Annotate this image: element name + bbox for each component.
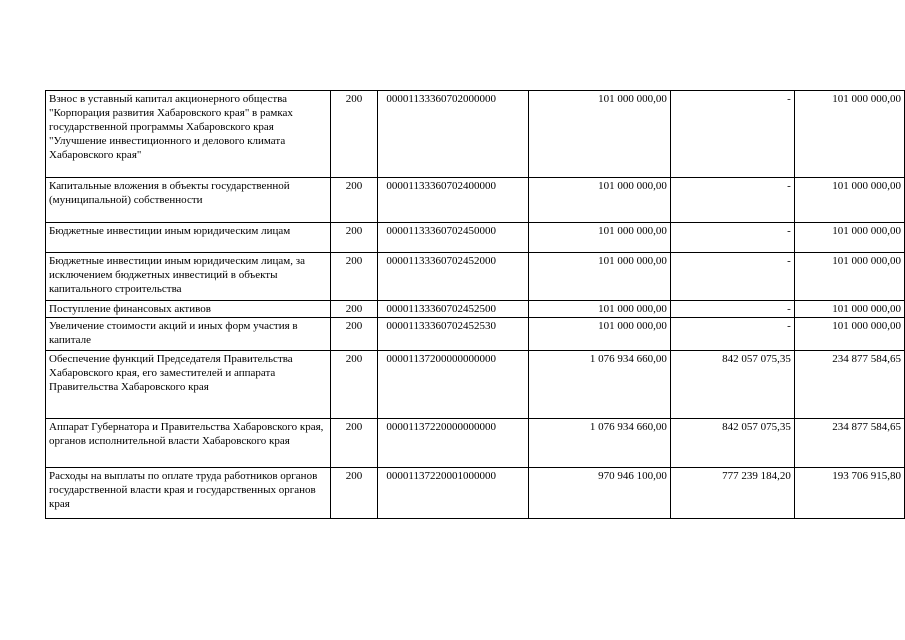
expense-name-cell: Расходы на выплаты по оплате труда работников органов государственной власти края и государственных органов края <box>46 468 331 519</box>
approved-amount-cell: 1 076 934 660,00 <box>529 419 671 468</box>
unexecuted-amount-cell: 101 000 000,00 <box>794 178 904 223</box>
classification-code-cell: 00001133360702000000 <box>378 91 529 178</box>
classification-code-cell: 00001137220001000000 <box>378 468 529 519</box>
table-row <box>46 468 905 519</box>
approved-amount-cell: 101 000 000,00 <box>529 301 671 318</box>
table-row <box>46 223 905 253</box>
unexecuted-amount-cell: 101 000 000,00 <box>794 301 904 318</box>
approved-amount-cell: 101 000 000,00 <box>529 91 671 178</box>
line-code-cell: 200 <box>330 419 378 468</box>
approved-amount-cell: 970 946 100,00 <box>529 468 671 519</box>
classification-code-cell: 00001133360702400000 <box>378 178 529 223</box>
line-code-cell: 200 <box>330 91 378 178</box>
line-code-cell: 200 <box>330 468 378 519</box>
classification-code-cell: 00001137220000000000 <box>378 419 529 468</box>
unexecuted-amount-cell: 101 000 000,00 <box>794 318 904 351</box>
classification-code-cell: 00001133360702450000 <box>378 223 529 253</box>
executed-amount-cell: 777 239 184,20 <box>670 468 794 519</box>
table-row <box>46 419 905 468</box>
line-code-cell: 200 <box>330 253 378 301</box>
expense-name-cell: Поступление финансовых активов <box>46 301 331 318</box>
expense-name-cell: Обеспечение функций Председателя Правительства Хабаровского края, его заместителей и аппарата Правительства Хабаровского края <box>46 351 331 419</box>
approved-amount-cell: 101 000 000,00 <box>529 318 671 351</box>
table-row <box>46 253 905 301</box>
approved-amount-cell: 101 000 000,00 <box>529 178 671 223</box>
unexecuted-amount-cell: 234 877 584,65 <box>794 419 904 468</box>
unexecuted-amount-cell: 101 000 000,00 <box>794 91 904 178</box>
line-code-cell: 200 <box>330 178 378 223</box>
classification-code-cell: 00001137200000000000 <box>378 351 529 419</box>
executed-amount-cell: - <box>670 318 794 351</box>
unexecuted-amount-cell: 101 000 000,00 <box>794 223 904 253</box>
budget-execution-table <box>45 90 905 519</box>
executed-amount-cell: 842 057 075,35 <box>670 419 794 468</box>
executed-amount-cell: - <box>670 178 794 223</box>
executed-amount-cell: - <box>670 223 794 253</box>
expense-name-cell: Бюджетные инвестиции иным юридическим лицам, за исключением бюджетных инвестиций в объекты капитального строительства <box>46 253 331 301</box>
approved-amount-cell: 101 000 000,00 <box>529 253 671 301</box>
line-code-cell: 200 <box>330 351 378 419</box>
table-row <box>46 91 905 178</box>
unexecuted-amount-cell: 193 706 915,80 <box>794 468 904 519</box>
line-code-cell: 200 <box>330 318 378 351</box>
expense-name-cell: Бюджетные инвестиции иным юридическим лицам <box>46 223 331 253</box>
classification-code-cell: 00001133360702452530 <box>378 318 529 351</box>
classification-code-cell: 00001133360702452500 <box>378 301 529 318</box>
table-row <box>46 301 905 318</box>
line-code-cell: 200 <box>330 223 378 253</box>
expense-name-cell: Аппарат Губернатора и Правительства Хабаровского края, органов исполнительной власти Хабаровского края <box>46 419 331 468</box>
expense-name-cell: Капитальные вложения в объекты государственной (муниципальной) собственности <box>46 178 331 223</box>
executed-amount-cell: 842 057 075,35 <box>670 351 794 419</box>
classification-code-cell: 00001133360702452000 <box>378 253 529 301</box>
executed-amount-cell: - <box>670 301 794 318</box>
expense-name-cell: Увеличение стоимости акций и иных форм участия в капитале <box>46 318 331 351</box>
line-code-cell: 200 <box>330 301 378 318</box>
unexecuted-amount-cell: 101 000 000,00 <box>794 253 904 301</box>
table-row <box>46 318 905 351</box>
expense-name-cell: Взнос в уставный капитал акционерного общества "Корпорация развития Хабаровского края" в рамках государственной программы Хабаровского края "Улучшение инвестиционного и делового климата Хабаровского края" <box>46 91 331 178</box>
approved-amount-cell: 1 076 934 660,00 <box>529 351 671 419</box>
approved-amount-cell: 101 000 000,00 <box>529 223 671 253</box>
executed-amount-cell: - <box>670 253 794 301</box>
unexecuted-amount-cell: 234 877 584,65 <box>794 351 904 419</box>
executed-amount-cell: - <box>670 91 794 178</box>
table-row <box>46 351 905 419</box>
table-row <box>46 178 905 223</box>
